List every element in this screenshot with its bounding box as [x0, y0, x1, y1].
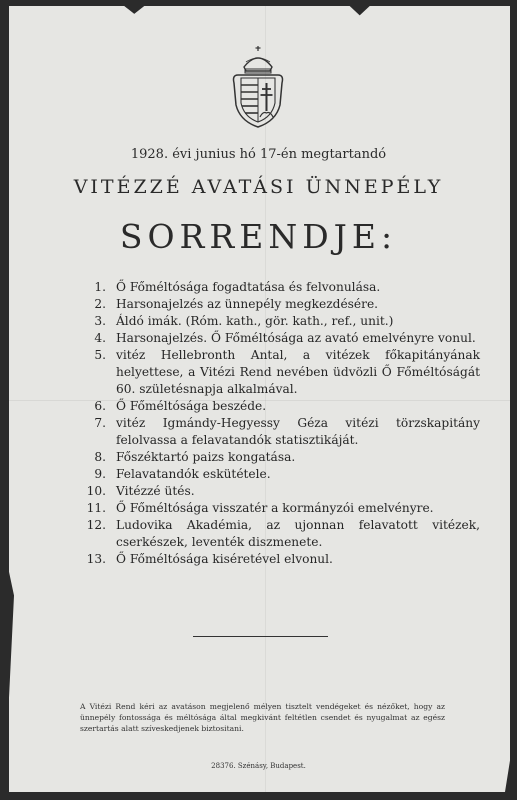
- program-item: [80, 296, 480, 313]
- program-heading: SORRENDJE:: [119, 217, 398, 256]
- item-text: Főszéktartó paizs kongatása.: [116, 450, 296, 464]
- footnote: A Vitézi Rend kéri az avatáson megjelenő mélyen tisztelt vendégeket és nézőket, hogy az ünnepély fontossága és méltósága által megkivánt feltétlen csendet és nyugalmat az egész szertartás alatt szíveskedjenek biztositani.: [80, 702, 445, 733]
- program-item: [80, 500, 480, 517]
- item-number: 7.: [94, 416, 106, 430]
- item-number: 3.: [94, 314, 106, 328]
- item-number: 13.: [86, 552, 106, 566]
- item-number: 1.: [94, 280, 106, 294]
- program-item: [80, 449, 480, 466]
- item-text: Ő Főméltósága fogadtatása és felvonulása.: [116, 280, 381, 294]
- program-list: [80, 279, 480, 568]
- event-date-line: 1928. évi junius hó 17-én megtartandó: [130, 147, 387, 162]
- item-text: Áldó imák. (Róm. kath., gör. kath., ref., unit.): [116, 314, 394, 328]
- program-item: [80, 551, 480, 568]
- item-number: 12.: [86, 518, 106, 532]
- hungarian-coat-of-arms-icon: [230, 45, 286, 129]
- item-text: vitéz Hellebronth Antal, a vitézek főkapitányának helyettese, a Vitézi Rend nevében üdvözli Ő Főméltóságát 60. születésnapja alkalmával.: [116, 348, 480, 396]
- item-number: 9.: [94, 467, 106, 481]
- item-number: 11.: [86, 501, 106, 515]
- divider-rule: [193, 636, 328, 637]
- program-item: [80, 330, 480, 347]
- program-item: [80, 347, 480, 398]
- program-item: [80, 483, 480, 500]
- item-text: vitéz Igmándy-Hegyessy Géza vitézi törzskapitány felolvassa a felavatandók statisztikáját.: [116, 416, 480, 447]
- program-item: [80, 279, 480, 296]
- program-item: [80, 415, 480, 449]
- item-number: 6.: [94, 399, 106, 413]
- item-text: Harsonajelzés az ünnepély megkezdésére.: [116, 297, 379, 311]
- item-text: Ő Főméltósága visszatér a kormányzói emelvényre.: [116, 501, 434, 515]
- item-number: 8.: [94, 450, 106, 464]
- event-title: VITÉZZÉ AVATÁSI ÜNNEPÉLY: [73, 176, 444, 198]
- item-number: 10.: [86, 484, 106, 498]
- program-item: [80, 398, 480, 415]
- item-text: Felavatandók eskütétele.: [116, 467, 271, 481]
- item-number: 5.: [94, 348, 106, 362]
- item-number: 4.: [94, 331, 106, 345]
- item-number: 2.: [94, 297, 106, 311]
- item-text: Vitézzé ütés.: [116, 484, 195, 498]
- item-text: Harsonajelzés. Ő Főméltósága az avató emelvényre vonul.: [116, 331, 476, 345]
- printer-imprint: 28376. Szénásy, Budapest.: [211, 762, 306, 770]
- program-item: [80, 466, 480, 483]
- item-text: Ludovika Akadémia, az ujonnan felavatott vitézek, cserkészek, leventék diszmenete.: [116, 518, 480, 549]
- item-text: Ő Főméltósága kiséretével elvonul.: [116, 552, 333, 566]
- program-item: [80, 313, 480, 330]
- program-item: [80, 517, 480, 551]
- item-text: Ő Főméltósága beszéde.: [116, 399, 267, 413]
